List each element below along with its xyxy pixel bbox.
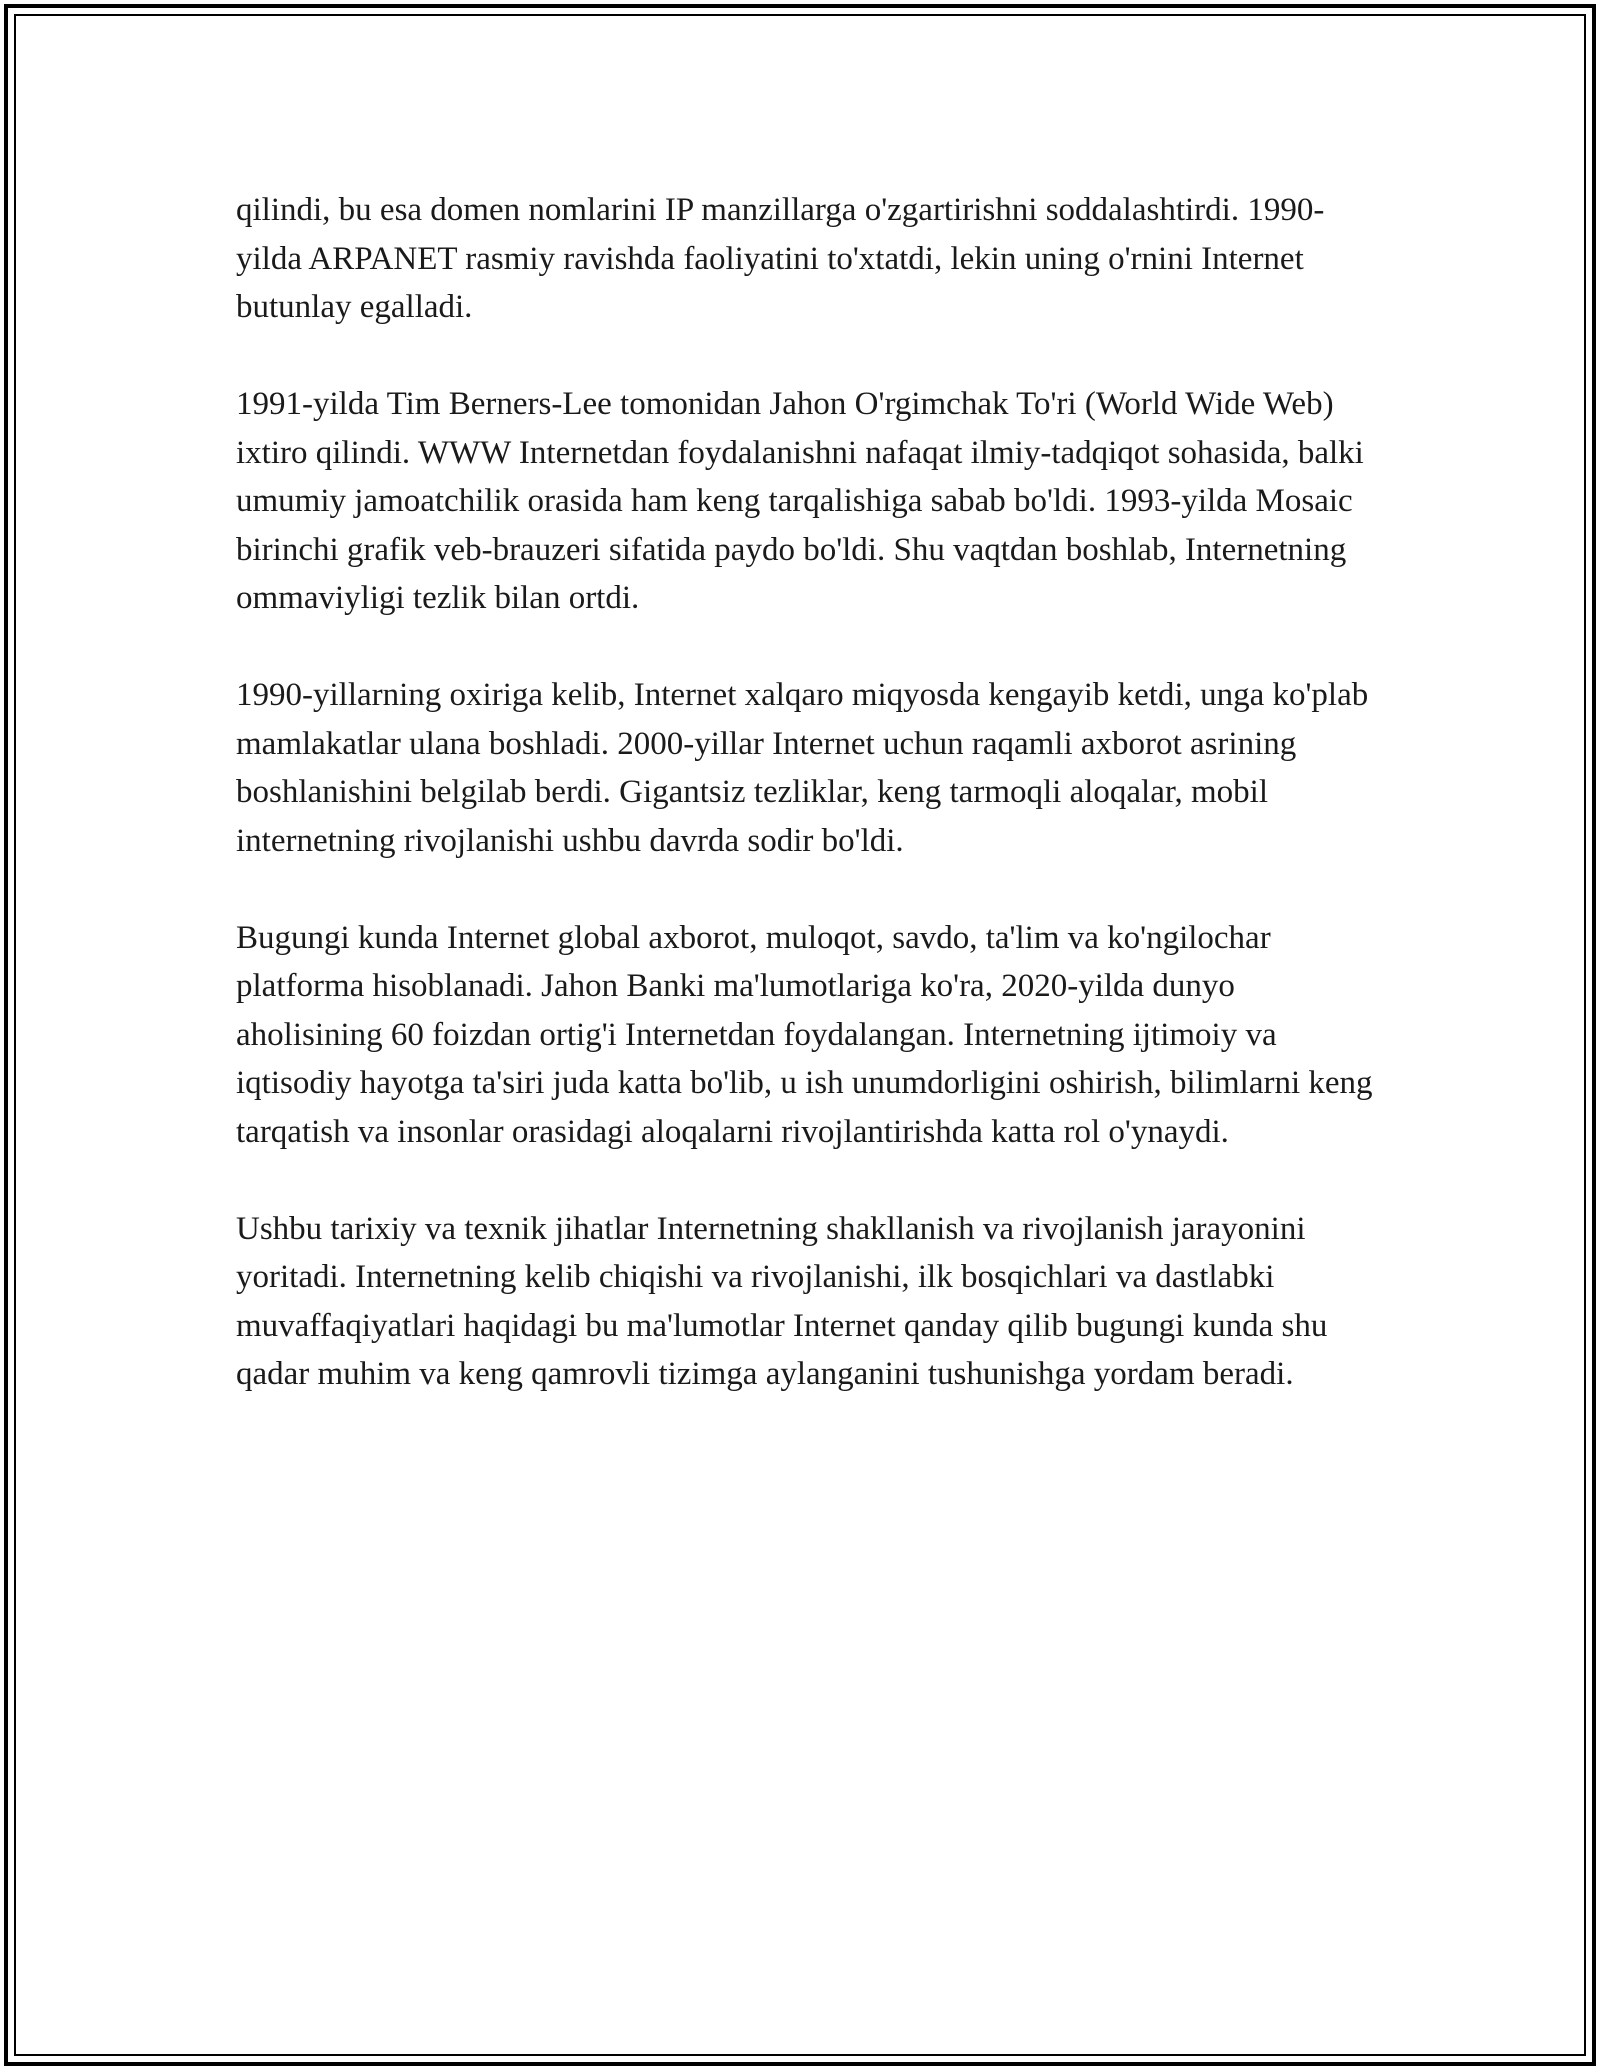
paragraph-1: qilindi, bu esa domen nomlarini IP manzillarga o'zgartirishni soddalashtirdi. 1990-yilda ARPANET rasmiy ravishda faoliyatini to'xtatdi, lekin uning o'rnini Internet butunlay egalladi.	[236, 192, 1325, 325]
paragraph-3: 1990-yillarning oxiriga kelib, Internet xalqaro miqyosda kengayib ketdi, unga ko'plab mamlakatlar ulana boshladi. 2000-yillar Internet uchun raqamli axborot asrining boshlanishini belgilab berdi. Gigantsiz tezliklar, keng tarmoqli aloqalar, mobil internetning rivojlanishi ushbu davrda sodir bo'ldi.	[236, 677, 1369, 859]
paragraph-4: Bugungi kunda Internet global axborot, muloqot, savdo, ta'lim va ko'ngilochar platforma hisoblanadi. Jahon Banki ma'lumotlariga ko'ra, 2020-yilda dunyo aholisining 60 foizdan ortig'i Internetdan foydalangan. Internetning ijtimoiy va iqtisodiy hayotga ta'siri juda katta bo'lib, u ish unumdorligini oshirish, bilimlarni keng tarqatish va insonlar orasidagi aloqalarni rivojlantirishda katta rol o'ynaydi.	[236, 919, 1373, 1150]
document-body	[236, 186, 1376, 1447]
paragraph-2: 1991-yilda Tim Berners-Lee tomonidan Jahon O'rgimchak To'ri (World Wide Web) ixtiro qilindi. WWW Internetdan foydalanishni nafaqat ilmiy-tadqiqot sohasida, balki umumiy jamoatchilik orasida ham keng tarqalishiga sabab bo'ldi. 1993-yilda Mosaic birinchi grafik veb-brauzeri sifatida paydo bo'ldi. Shu vaqtdan boshlab, Internetning ommaviyligi tezlik bilan ortdi.	[236, 386, 1364, 616]
paragraph-5: Ushbu tarixiy va texnik jihatlar Internetning shakllanish va rivojlanish jarayonini yoritadi. Internetning kelib chiqishi va rivojlanishi, ilk bosqichlari va dastlabki muvaffaqiyatlari haqidagi bu ma'lumotlar Internet qanday qilib bugungi kunda shu qadar muhim va keng qamrovli tizimga aylanganini tushunishga yordam beradi.	[236, 1210, 1328, 1392]
